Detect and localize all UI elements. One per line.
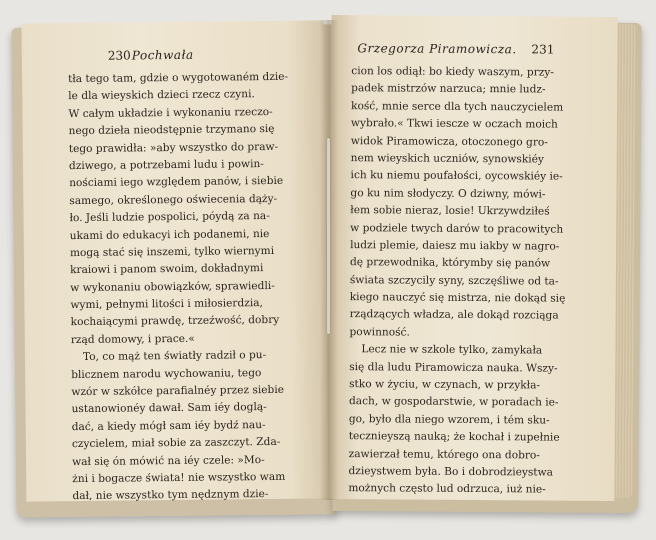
text-line: widok Piramowicza, otoczonego gro-: [350, 134, 548, 149]
text-line: ukami do edukacyi ich podanemi, nie: [69, 227, 270, 242]
right-page: [328, 15, 617, 501]
right-page-number: 231: [531, 42, 555, 57]
text-line: dę przewodnika, którymby się panów: [349, 256, 551, 270]
left-running-header: Pochwała: [131, 47, 194, 63]
text-line: nem wieyskich uczniów, synowskiéy: [350, 152, 544, 166]
text-line: To, co mąż ten światły radził o pu-: [82, 349, 267, 364]
text-line: tego prawidła: »aby wszystko do praw-: [68, 140, 279, 155]
text-line: cion los odiął: bo kiedy waszym, przy-: [351, 65, 554, 79]
text-line: dał, nie wszystko tym nędznym dzie-: [72, 488, 269, 503]
text-line: blicznem narodu wychowaniu, tego: [71, 366, 262, 381]
right-running-header: Grzegorza Piramowicza.: [357, 41, 517, 57]
text-line: czycielem, miał sobie za zaszczyt. Zda-: [71, 436, 281, 451]
text-line: go, było dla niego wzorem, i tém sku-: [348, 412, 550, 427]
open-book: [14, 20, 642, 518]
left-page-text: [68, 69, 317, 506]
text-line: kraiowi i panom swoim, dokładnymi: [70, 262, 264, 277]
text-line: zawierzał temu, którego ona dobro-: [348, 447, 540, 462]
text-line: świata szczycily syny, szczęśliwe od ta-: [349, 273, 559, 288]
text-line: stko w życiu, w czynach, w przykła-: [349, 378, 541, 392]
text-line: dziwego, a potrzebami ludu i powin-: [68, 158, 264, 173]
text-line: nego dzieła nieodstępnie trzymano się: [68, 123, 275, 138]
text-line: ludzi plemie, daiesz mu iakby w nagro-: [350, 239, 560, 253]
text-line: dać, a kiedy mógł sam iéy bydź nau-: [71, 418, 266, 433]
text-line: w podziele twych darów to pracowitych: [350, 221, 564, 236]
text-line: dach, w gospodarstwie, w poradach ie-: [348, 395, 559, 410]
text-line: wzór w szkółce parafialnéy przez siebie: [71, 383, 285, 399]
left-page: [22, 20, 329, 501]
text-line: rząd domowy, i prace.«: [70, 332, 195, 346]
text-line: się dla ludu Piramowicza nauka. Wszy-: [349, 360, 558, 375]
left-page-number: 230: [107, 48, 131, 63]
text-line: wymi, pełnymi litości i miłosierdzia,: [70, 297, 263, 312]
text-line: le dla wieyskich dzieci rzecz czyni.: [68, 88, 255, 103]
text-line: tecznieyszą nauką; że kochał i zupełnie: [348, 430, 560, 444]
text-line: rządzących władza, ale dokąd rozciąga: [349, 308, 559, 323]
text-line: go ku nim słodyczy. O dziwny, mówi-: [350, 186, 546, 201]
text-line: tła tego tam, gdzie o wygotowaném dzie-: [68, 70, 289, 86]
text-line: ich ku niemu poufałości, oycowskiéy ie-: [350, 169, 563, 183]
text-line: ustanowionéy dawał. Sam iéy doglą-: [71, 401, 267, 416]
binding-thread: [327, 138, 330, 334]
text-line: samego, określonego oświecenia dąży-: [69, 192, 278, 207]
text-line: wybrało.« Tkwi iescze w oczach moich: [350, 117, 558, 131]
text-line: ło. Jeśli ludzie pospolici, póydą za na-: [69, 210, 270, 225]
text-line: dzieystwem była. Bo i dobrodzieystwa: [348, 465, 553, 479]
text-line: łem sobie nieraz, losie! Ukrzywdziłeś: [350, 204, 550, 218]
text-line: mogą stać się inszemi, tylko wiernymi: [69, 244, 275, 260]
text-line: Lecz nie w szkole tylko, zamykała: [361, 343, 543, 357]
text-line: możnych często lud odrzuca, iuż nie-: [348, 482, 546, 496]
text-line: powinność.: [349, 325, 410, 339]
right-page-text: [348, 63, 587, 499]
text-line: wał się ón mówić na iéy czele: »Mo-: [72, 453, 265, 468]
text-line: padek mistrzów narzuca; mnie ludz-: [351, 82, 546, 96]
text-line: kiego nauczyć się mistrza, nie dokąd się: [349, 291, 566, 305]
text-line: kochaiącymi prawdę, trzeźwość, dobry: [70, 314, 280, 329]
text-line: w wykonaniu obowiązków, sprawiedli-: [70, 279, 275, 294]
text-line: nościami iego względem panów, i siebie: [69, 175, 284, 190]
text-line: kość, mnie serce dla tych nauczycielem: [351, 99, 564, 114]
text-line: żni i bogacze świata! nie wszystko wam: [72, 470, 286, 486]
text-line: W całym układzie i wykonaniu rzeczo-: [68, 105, 273, 120]
